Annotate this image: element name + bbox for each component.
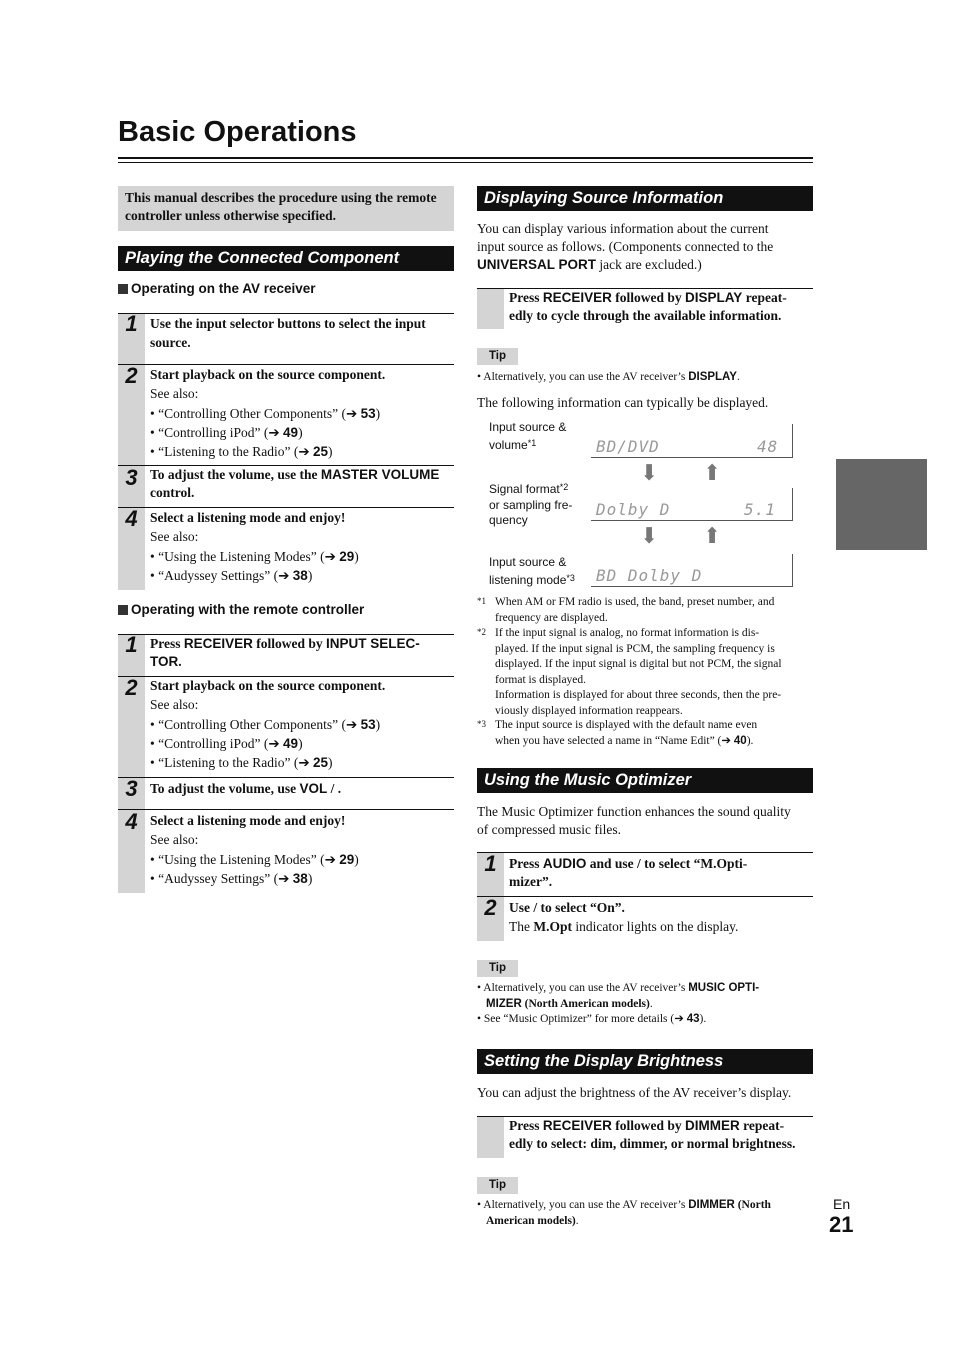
- ref-arrow-icon: ➔: [278, 870, 293, 886]
- footnote-1: When AM or FM radio is used, the band, preset number, and frequency are displayed.: [495, 596, 775, 624]
- lcd-volume: 48: [757, 437, 779, 456]
- section-heading-display-info: Displaying Source Information: [477, 186, 813, 211]
- lcd-source: BD/DVD: [596, 437, 660, 456]
- ref-audyssey: • “Audyssey Settings” (➔ 38): [150, 870, 313, 886]
- section-heading-playing: Playing the Connected Component: [118, 246, 454, 271]
- subhead-av-receiver: Operating on the AV receiver: [118, 281, 316, 296]
- ref-arrow-icon: ➔: [268, 735, 284, 751]
- brightness-body: You can adjust the brightness of the AV receiver’s display.: [477, 1085, 792, 1100]
- lcd-label-listening-mode: Input source & listening mode$^{*3}$: [489, 555, 575, 587]
- ref-arrow-icon: ➔: [324, 548, 340, 564]
- page-number: 21: [829, 1212, 854, 1237]
- lcd-source-mode: BD Dolby D: [596, 566, 703, 585]
- arrow-down-icon: ⬇: [640, 523, 659, 548]
- ref-arrow-icon: ➔: [298, 444, 314, 460]
- ref-arrow-icon: ➔: [324, 851, 340, 867]
- ref-audyssey: • “Audyssey Settings” (➔ 38): [150, 567, 313, 583]
- step-number: 1: [125, 632, 138, 657]
- optimizer-tips: • Alternatively, you can use the AV receiver’s MUSIC OPTI- MIZER (North American models). • See “Music Optimizer” for more details (➔ 43).: [477, 982, 760, 1025]
- lcd-label-signal-format: Signal format$^{*2}$ or sampling fre- quency: [489, 482, 573, 527]
- see-also: See also:: [150, 832, 199, 848]
- arrow-down-icon: ⬇: [640, 460, 659, 485]
- step-rule: [477, 896, 813, 897]
- av-step-1-text: Use the input selector buttons to select the input source.: [150, 316, 426, 351]
- remote-step-4-text: [150, 811, 454, 888]
- ref-arrow-icon: ➔: [278, 567, 293, 583]
- ref-arrow-icon: ➔: [268, 424, 284, 440]
- step-number: 1: [125, 311, 138, 336]
- av-step-4-text: [150, 508, 454, 585]
- brightness-step-text: Press RECEIVER followed by DIMMER repeat- edly to select: dim, dimmer, or normal brightness.: [509, 1118, 796, 1151]
- subhead-remote-controller: Operating with the remote controller: [118, 602, 364, 617]
- tip-badge: Tip: [477, 1177, 518, 1194]
- footnote-mark: *1: [477, 596, 486, 606]
- intro-note: This manual describes the procedure using the remote controller unless otherwise specified.: [118, 186, 454, 231]
- brightness-tip: • Alternatively, you can use the AV receiver’s DIMMER (North American models).: [477, 1199, 771, 1227]
- display-step-text: Press RECEIVER followed by DISPLAY repeat- edly to cycle through the available information.: [509, 290, 787, 323]
- av-step-4-title: Select a listening mode and enjoy!: [150, 510, 346, 525]
- see-also: See also:: [150, 386, 199, 402]
- remote-step-1-text: Press RECEIVER followed by INPUT SELEC- TOR.: [150, 636, 420, 669]
- display-info-body: You can display various information about the current input source as follows. (Components connected to the UNIVERSAL PORT jack are excluded.): [477, 221, 774, 272]
- lcd-label-source-volume: Input source & volume$^{*1}$: [489, 420, 567, 452]
- tip-badge: Tip: [477, 960, 518, 977]
- av-step-3-text: To adjust the volume, use the MASTER VOLUME control.: [150, 467, 440, 500]
- footnote-3: The input source is displayed with the default name even when you have selected a name in “Name Edit” (➔ 40).: [495, 719, 758, 747]
- arrow-up-icon: ⬆: [703, 523, 722, 548]
- step-rule: [118, 777, 454, 778]
- arrow-up-icon: ⬆: [703, 460, 722, 485]
- remote-step-2-text: [150, 676, 454, 772]
- page-title: Basic Operations: [118, 116, 357, 148]
- ref-arrow-icon: ➔: [298, 755, 314, 771]
- title-rule: [118, 157, 813, 159]
- remote-step-2-title: Start playback on the source component.: [150, 678, 386, 693]
- section-heading-brightness: Setting the Display Brightness: [477, 1049, 813, 1074]
- display-tip: • Alternatively, you can use the AV receiver’s DISPLAY.: [477, 371, 740, 383]
- av-step-2-text: [150, 365, 454, 461]
- step-column: [118, 634, 145, 893]
- ref-arrow-icon: ➔: [345, 405, 361, 421]
- remote-step-4-title: Select a listening mode and enjoy!: [150, 813, 346, 828]
- step-number: 3: [125, 465, 138, 490]
- ref-arrow-icon: ➔: [674, 1013, 687, 1025]
- ref-other-components: • “Controlling Other Components” (➔ 53): [150, 405, 381, 421]
- tip-badge: Tip: [477, 348, 518, 365]
- page-language: En: [833, 1196, 851, 1212]
- square-bullet-icon: [118, 284, 128, 294]
- ref-arrow-icon: ➔: [345, 716, 361, 732]
- optimizer-body: The Music Optimizer function enhances the sound quality of compressed music files.: [477, 804, 791, 837]
- step-rule: [118, 809, 454, 810]
- av-step-2-title: Start playback on the source component.: [150, 367, 386, 382]
- ref-arrow-icon: ➔: [721, 734, 734, 747]
- title-rule-thin: [118, 162, 813, 163]
- step-column: [477, 1116, 504, 1158]
- step-rule: [477, 852, 813, 853]
- section-heading-optimizer: Using the Music Optimizer: [477, 768, 813, 793]
- remote-step-3-text: To adjust the volume, use VOL / .: [150, 781, 342, 796]
- ref-ipod: • “Controlling iPod” (➔ 49): [150, 424, 303, 440]
- ref-radio: • “Listening to the Radio” (➔ 25): [150, 755, 333, 771]
- chapter-tab: [836, 459, 927, 550]
- step-number: 2: [125, 363, 138, 388]
- ref-listening-modes: • “Using the Listening Modes” (➔ 29): [150, 548, 359, 564]
- lcd-channels: 5.1: [744, 500, 776, 519]
- ref-other-components: • “Controlling Other Components” (➔ 53): [150, 716, 381, 732]
- see-also: See also:: [150, 697, 199, 713]
- step-number: 4: [125, 506, 138, 531]
- step-number: 2: [484, 895, 497, 920]
- step-column: [118, 313, 145, 590]
- optimizer-step-1-text: Press AUDIO and use / to select “M.Opti- mizer”.: [509, 856, 748, 889]
- square-bullet-icon: [118, 605, 128, 615]
- step-number: 4: [125, 809, 138, 834]
- optimizer-step-2-text: Use / to select “On”. The M.Opt indicator lights on the display.: [509, 900, 739, 935]
- ref-radio: • “Listening to the Radio” (➔ 25): [150, 444, 333, 460]
- step-column: [477, 288, 504, 329]
- following-text: The following information can typically be displayed.: [477, 395, 769, 410]
- lcd-format: Dolby D: [596, 500, 671, 519]
- footnote-mark: *2: [477, 627, 486, 637]
- step-number: 2: [125, 675, 138, 700]
- ref-listening-modes: • “Using the Listening Modes” (➔ 29): [150, 851, 359, 867]
- footnote-2: If the input signal is analog, no format information is dis- played. If the input signal is PCM, the sampling frequency is displayed. If the input signal is digital but not PCM, the signal format is displayed. Information is displayed for about three seconds, then the pre- viously displayed information reappears.: [495, 627, 782, 717]
- ref-ipod: • “Controlling iPod” (➔ 49): [150, 735, 303, 751]
- see-also: See also:: [150, 529, 199, 545]
- footnote-mark: *3: [477, 719, 486, 729]
- step-number: 3: [125, 776, 138, 801]
- step-number: 1: [484, 851, 497, 876]
